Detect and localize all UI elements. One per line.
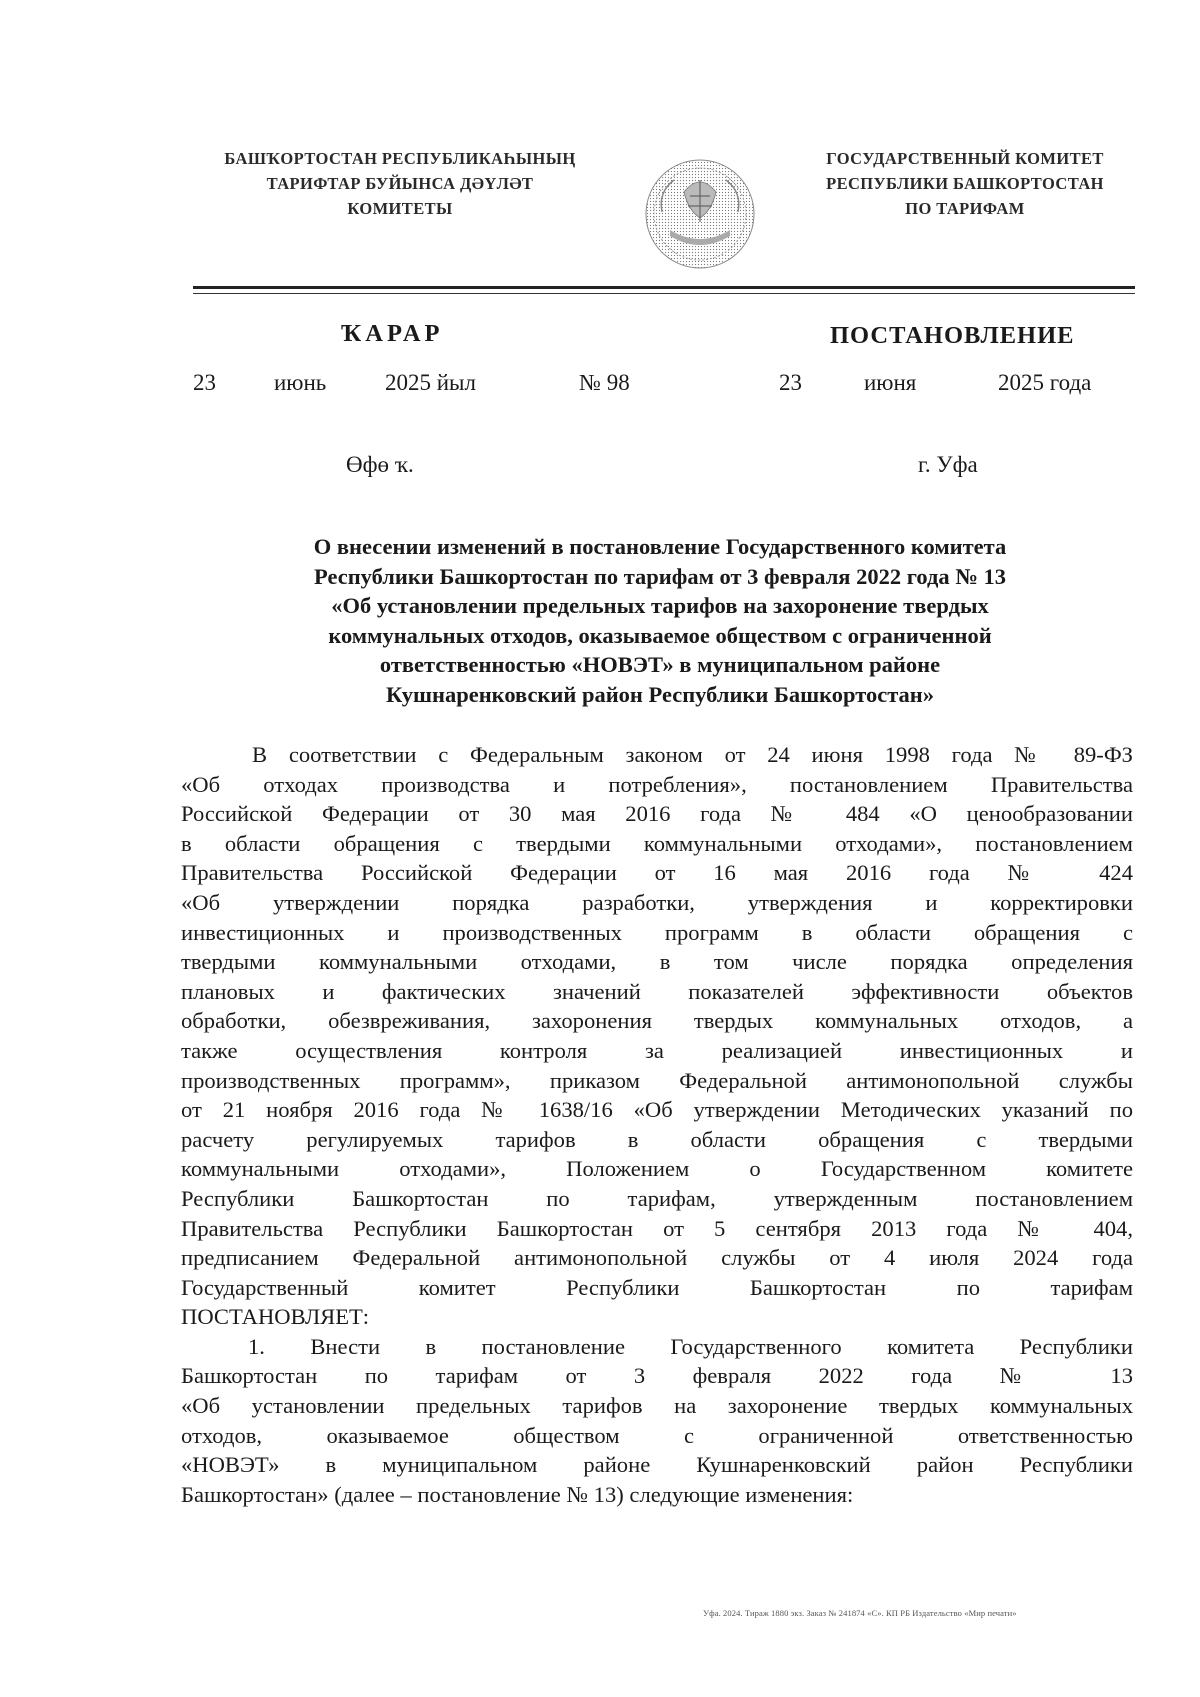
date-right-month: июня [864, 370, 917, 395]
document-type-bashkir: ҠАРАР [341, 320, 444, 347]
body-line: плановых и фактических значений показателей эффективности объектов [181, 978, 1133, 1004]
body-line: Государственный комитет Республики Башкортостан по тарифам [181, 1274, 1133, 1300]
document-type-russian: ПОСТАНОВЛЕНИЕ [830, 322, 1075, 349]
body-line: ПОСТАНОВЛЯЕТ: [181, 1304, 370, 1330]
date-left-month: июнь [274, 370, 327, 395]
body-line: коммунальными отходами», Положением о Государственном комитете [181, 1156, 1133, 1182]
list-item-line: «НОВЭТ» в муниципальном районе Кушнаренковский район Республики [181, 1452, 1133, 1478]
body-line: Правительства Республики Башкортостан от 5 сентября 2013 года № 404, [181, 1215, 1133, 1241]
body-line: В соответствии с Федеральным законом от 24 июня 1998 года № 89-ФЗ [252, 742, 1133, 767]
coat-of-arms-icon [640, 152, 760, 276]
body-line: расчету регулируемых тарифов в области обращения с твердыми [181, 1126, 1133, 1152]
date-left-day: 23 [193, 370, 216, 395]
body-line: «Об утверждении порядка разработки, утверждения и корректировки [181, 889, 1133, 915]
header-left-line: КОМИТЕТЫ [347, 199, 453, 218]
list-item-line: Башкортостан по тарифам от 3 февраля 2022 года № 13 [181, 1363, 1133, 1389]
place-russian: г. Уфа [918, 452, 978, 477]
header-right-line: РЕСПУБЛИКИ БАШКОРТОСТАН [826, 174, 1104, 193]
list-item-line: отходов, оказываемое обществом с ограниченной ответственностью [181, 1422, 1133, 1448]
body-line: Правительства Российской Федерации от 16 мая 2016 года № 424 [181, 860, 1133, 886]
body-line: производственных программ», приказом Федеральной антимонопольной службы [181, 1067, 1133, 1093]
body-line: обработки, обезвреживания, захоронения твердых коммунальных отходов, а [181, 1008, 1133, 1034]
title-line: Республики Башкортостан по тарифам от 3 февраля 2022 года № 13 [314, 563, 1006, 589]
body-line: твердыми коммунальными отходами, в том числе порядка определения [181, 949, 1133, 975]
title-line: ответственностью «НОВЭТ» в муниципальном районе [379, 652, 941, 677]
body-line: Республики Башкортостан по тарифам, утвержденным постановлением [181, 1185, 1133, 1211]
title-line: «Об установлении предельных тарифов на захоронение твердых [331, 593, 989, 618]
title-line: О внесении изменений в постановление Государственного комитета [313, 534, 1007, 559]
body-line: в области обращения с твердыми коммунальными отходами», постановлением [181, 830, 1133, 856]
header-left-line: БАШҠОРТОСТАН РЕСПУБЛИКАҺЫНЫҢ [224, 149, 576, 168]
body-line: от 21 ноября 2016 года № 1638/16 «Об утверждении Методических указаний по [181, 1097, 1133, 1123]
body-line: инвестиционных и производственных программ в области обращения с [181, 919, 1133, 945]
body-line: Российской Федерации от 30 мая 2016 года № 484 «О ценообразовании [181, 801, 1133, 827]
header-divider-thin [193, 293, 1135, 294]
title-line: Кушнаренковский район Республики Башкортостан» [385, 681, 934, 707]
date-right-year: 2025 года [998, 370, 1092, 395]
header-left-line: ТАРИФТАР БУЙЫНСА ДӘҮЛӘТ [266, 174, 534, 193]
header-right-line: ПО ТАРИФАМ [905, 199, 1025, 218]
place-bashkir: Өфө ҡ. [346, 452, 414, 477]
body-line: также осуществления контроля за реализацией инвестиционных и [181, 1037, 1133, 1063]
document-number: № 98 [579, 370, 630, 395]
header-left-bashkir [180, 146, 620, 221]
date-left-year: 2025 йыл [385, 370, 476, 395]
title-line: коммунальных отходов, оказываемое обществом с ограниченной [328, 622, 992, 648]
body-line: «Об отходах производства и потребления», постановлением Правительства [181, 771, 1133, 797]
body-line: предписанием Федеральной антимонопольной службы от 4 июля 2024 года [181, 1245, 1133, 1271]
document-body [181, 740, 1133, 1509]
list-item-line: 1. Внести в постановление Государственного комитета Республики [248, 1333, 1133, 1359]
header-divider-thick [193, 286, 1135, 289]
document-title [180, 532, 1140, 709]
date-right-day: 23 [779, 370, 802, 395]
header-right-russian [785, 146, 1145, 221]
print-imprint: Уфа. 2024. Тираж 1880 экз. Заказ № 241874 «С». КП РБ Издательство «Мир печати» [703, 1608, 1017, 1618]
header-right-line: ГОСУДАРСТВЕННЫЙ КОМИТЕТ [826, 149, 1104, 168]
list-item-line: Башкортостан» (далее – постановление № 13) следующие изменения: [181, 1481, 854, 1507]
list-item-line: «Об установлении предельных тарифов на захоронение твердых коммунальных [181, 1393, 1133, 1419]
